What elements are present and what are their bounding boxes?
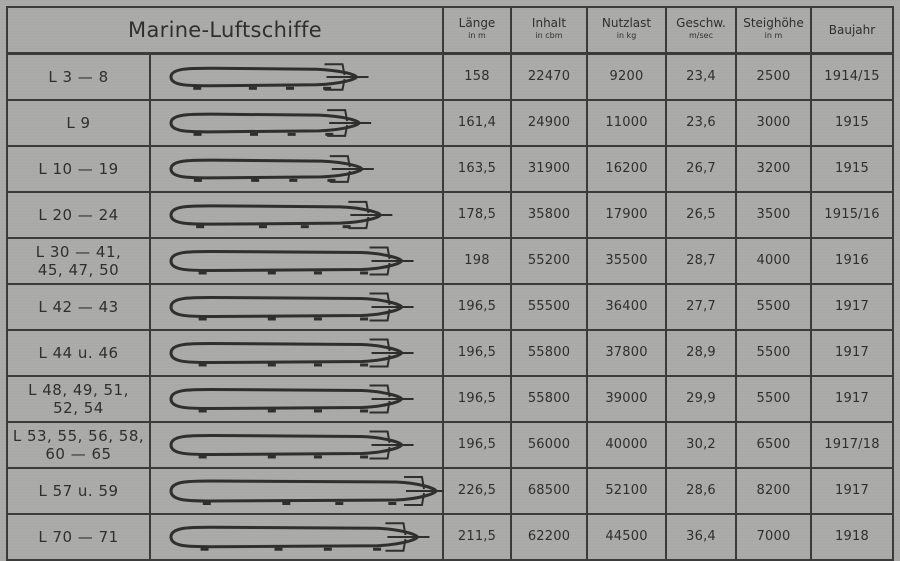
airship-hull [171,389,402,408]
cell-inhalt: 55800 [511,376,587,422]
cell-laenge: 163,5 [443,146,511,192]
airship-gondola [268,317,276,320]
column-header-nutzlast [587,7,666,53]
cell-laenge: 196,5 [443,284,511,330]
airship-hull [171,527,417,546]
airship-silhouette-cell [150,146,443,192]
column-label: Geschw. [676,16,726,30]
cell-inhalt: 35800 [511,192,587,238]
airship-hull [171,435,402,454]
airship-tail-fin [330,156,374,182]
ship-class-name-line: L 9 [66,113,91,132]
table-body [7,53,893,560]
cell-geschw: 27,7 [666,284,736,330]
cell-geschw: 28,6 [666,468,736,514]
cell-laenge: 226,5 [443,468,511,514]
cell-baujahr: 1917 [811,376,893,422]
airship-gondola [288,132,296,135]
cell-baujahr: 1915 [811,100,893,146]
cell-nutzlast: 9200 [587,53,666,100]
airship-gondola [360,271,368,274]
airship-gondola [301,225,309,228]
airship-gondola [193,86,201,89]
airship-gondola [314,455,322,458]
ship-class-name [7,192,150,238]
cell-baujahr: 1916 [811,238,893,284]
airship-hull [171,251,402,270]
table-row [7,53,893,100]
cell-inhalt: 56000 [511,422,587,468]
cell-nutzlast: 37800 [587,330,666,376]
airship-gondola [335,502,343,505]
table-row [7,514,893,560]
ship-class-name-line: L 53, 55, 56, 58, [12,426,145,445]
cell-nutzlast: 40000 [587,422,666,468]
ship-class-name [7,238,150,284]
cell-steighoehe: 6500 [736,422,811,468]
cell-geschw: 28,7 [666,238,736,284]
airship-gondola [259,225,267,228]
airship-tail-fin [370,247,414,274]
ship-class-name-line: 45, 47, 50 [37,260,120,279]
ship-class-name-line: 52, 54 [53,398,104,417]
table-row [7,330,893,376]
table-row [7,422,893,468]
ship-class-name [7,53,150,100]
column-label: Nutzlast [601,16,652,30]
airship-tail-fin [327,110,371,136]
airship-silhouette [151,285,444,329]
cell-inhalt: 62200 [511,514,587,560]
airship-silhouette [151,331,444,375]
cell-geschw: 36,4 [666,514,736,560]
cell-inhalt: 55800 [511,330,587,376]
column-header-steighoehe [736,7,811,53]
airship-silhouette-cell [150,514,443,560]
column-unit: in m [764,31,783,40]
table-row [7,468,893,514]
airship-silhouette [151,193,444,237]
cell-nutzlast: 52100 [587,468,666,514]
airship-gondola [327,178,335,181]
column-label: Inhalt [531,16,567,30]
airship-silhouette-cell [150,330,443,376]
airship-silhouette-cell [150,53,443,100]
airship-silhouette [151,377,444,421]
airship-tail-fin [370,431,414,458]
cell-inhalt: 55200 [511,238,587,284]
ship-class-name-line: L 57 u. 59 [38,481,119,500]
airship-gondola [289,178,297,181]
airship-silhouette [151,101,444,145]
airship-gondola [343,225,351,228]
cell-steighoehe: 4000 [736,238,811,284]
airship-tail-fin [370,385,414,412]
column-label: Baujahr [828,22,876,37]
airship-silhouette [151,423,444,467]
cell-laenge: 196,5 [443,330,511,376]
cell-geschw: 28,9 [666,330,736,376]
airship-table [6,6,894,561]
airship-gondola [275,547,283,550]
airship-gondola [314,409,322,412]
ship-class-name [7,146,150,192]
cell-baujahr: 1915/16 [811,192,893,238]
airship-gondola [268,363,276,366]
cell-steighoehe: 7000 [736,514,811,560]
airship-silhouette-cell [150,468,443,514]
column-unit: m/sec [689,31,713,40]
airship-gondola [286,86,294,89]
airship-gondola [196,225,204,228]
cell-nutzlast: 17900 [587,192,666,238]
airship-gondola [250,132,258,135]
ship-class-name [7,514,150,560]
airship-tail-fin [370,293,414,320]
airship-gondola [360,317,368,320]
column-unit: in m [468,31,486,40]
airship-gondola [314,317,322,320]
ship-class-name-line: 60 — 65 [45,444,112,463]
airship-tail-fin [404,477,444,505]
ship-class-name-line: L 44 u. 46 [38,343,119,362]
airship-gondola [199,317,207,320]
cell-geschw: 30,2 [666,422,736,468]
airship-gondola [201,547,209,550]
cell-laenge: 161,4 [443,100,511,146]
airship-gondola [199,409,207,412]
cell-baujahr: 1915 [811,146,893,192]
airship-silhouette-cell [150,284,443,330]
cell-steighoehe: 2500 [736,53,811,100]
cell-nutzlast: 44500 [587,514,666,560]
airship-tail-fin [385,523,429,550]
airship-gondola [324,547,332,550]
cell-nutzlast: 39000 [587,376,666,422]
airship-gondola [203,502,211,505]
ship-class-name-line: L 70 — 71 [38,527,119,546]
header-row [7,7,893,53]
airship-hull [171,481,436,501]
cell-laenge: 198 [443,238,511,284]
cell-inhalt: 22470 [511,53,587,100]
column-unit: in kg [616,31,637,40]
table-title: Marine-Luftschiffe [7,7,443,53]
airship-hull [171,297,402,316]
cell-steighoehe: 8200 [736,468,811,514]
airship-gondola [251,178,259,181]
airship-tail-fin [325,64,369,90]
airship-gondola [249,86,257,89]
column-header-laenge [443,7,511,53]
cell-laenge: 211,5 [443,514,511,560]
cell-steighoehe: 3000 [736,100,811,146]
cell-nutzlast: 11000 [587,100,666,146]
ship-class-name [7,376,150,422]
cell-inhalt: 68500 [511,468,587,514]
column-header-geschw [666,7,736,53]
airship-gondola [268,271,276,274]
cell-baujahr: 1914/15 [811,53,893,100]
airship-silhouette-cell [150,238,443,284]
airship-gondola [325,132,333,135]
airship-silhouette [151,515,444,559]
column-label: Steighöhe [743,16,804,30]
cell-baujahr: 1917 [811,468,893,514]
table-row [7,192,893,238]
airship-silhouette-cell [150,376,443,422]
cell-geschw: 23,6 [666,100,736,146]
airship-gondola [360,409,368,412]
cell-baujahr: 1917 [811,284,893,330]
cell-baujahr: 1917 [811,330,893,376]
column-header-inhalt [511,7,587,53]
ship-class-name [7,100,150,146]
airship-gondola [282,502,290,505]
cell-laenge: 196,5 [443,376,511,422]
ship-class-name [7,330,150,376]
airship-silhouette [151,55,444,99]
cell-steighoehe: 5500 [736,284,811,330]
airship-silhouette-cell [150,100,443,146]
ship-class-name-line: L 42 — 43 [38,297,119,316]
table-row [7,238,893,284]
column-unit: in cbm [535,31,563,40]
cell-nutzlast: 36400 [587,284,666,330]
airship-tail-fin [348,201,392,227]
airship-gondola [199,363,207,366]
cell-steighoehe: 5500 [736,376,811,422]
cell-laenge: 178,5 [443,192,511,238]
cell-geschw: 26,7 [666,146,736,192]
ship-class-name-line: L 48, 49, 51, [28,380,129,399]
airship-hull [171,205,380,223]
airship-gondola [268,455,276,458]
cell-inhalt: 31900 [511,146,587,192]
table-row [7,376,893,422]
cell-laenge: 158 [443,53,511,100]
airship-silhouette [151,147,444,191]
airship-hull [171,343,402,362]
table-row [7,100,893,146]
column-label: Länge [458,16,496,30]
cell-baujahr: 1918 [811,514,893,560]
ship-class-name [7,468,150,514]
ship-class-name-line: L 30 — 41, [35,242,122,261]
cell-steighoehe: 3500 [736,192,811,238]
cell-laenge: 196,5 [443,422,511,468]
airship-gondola [373,547,381,550]
airship-gondola [268,409,276,412]
airship-gondola [199,271,207,274]
airship-gondola [314,363,322,366]
airship-gondola [388,502,396,505]
airship-gondola [314,271,322,274]
airship-gondola [194,132,202,135]
ship-class-name [7,284,150,330]
airship-silhouette-cell [150,192,443,238]
cell-inhalt: 55500 [511,284,587,330]
airship-tail-fin [370,339,414,366]
cell-steighoehe: 5500 [736,330,811,376]
ship-class-name-line: L 20 — 24 [38,205,119,224]
airship-gondola [199,455,207,458]
column-header-baujahr [811,7,893,53]
cell-baujahr: 1917/18 [811,422,893,468]
cell-nutzlast: 16200 [587,146,666,192]
cell-steighoehe: 3200 [736,146,811,192]
airship-silhouette [151,239,444,283]
table-row [7,284,893,330]
ship-class-name-line: L 10 — 19 [38,159,119,178]
ship-class-name-line: L 3 — 8 [48,67,109,86]
airship-gondola [194,178,202,181]
cell-geschw: 29,9 [666,376,736,422]
cell-geschw: 26,5 [666,192,736,238]
airship-gondola [360,455,368,458]
ship-class-name [7,422,150,468]
airship-gondola [323,86,331,89]
cell-inhalt: 24900 [511,100,587,146]
airship-gondola [360,363,368,366]
cell-geschw: 23,4 [666,53,736,100]
airship-silhouette-cell [150,422,443,468]
cell-nutzlast: 35500 [587,238,666,284]
table-row [7,146,893,192]
airship-silhouette [151,469,444,513]
